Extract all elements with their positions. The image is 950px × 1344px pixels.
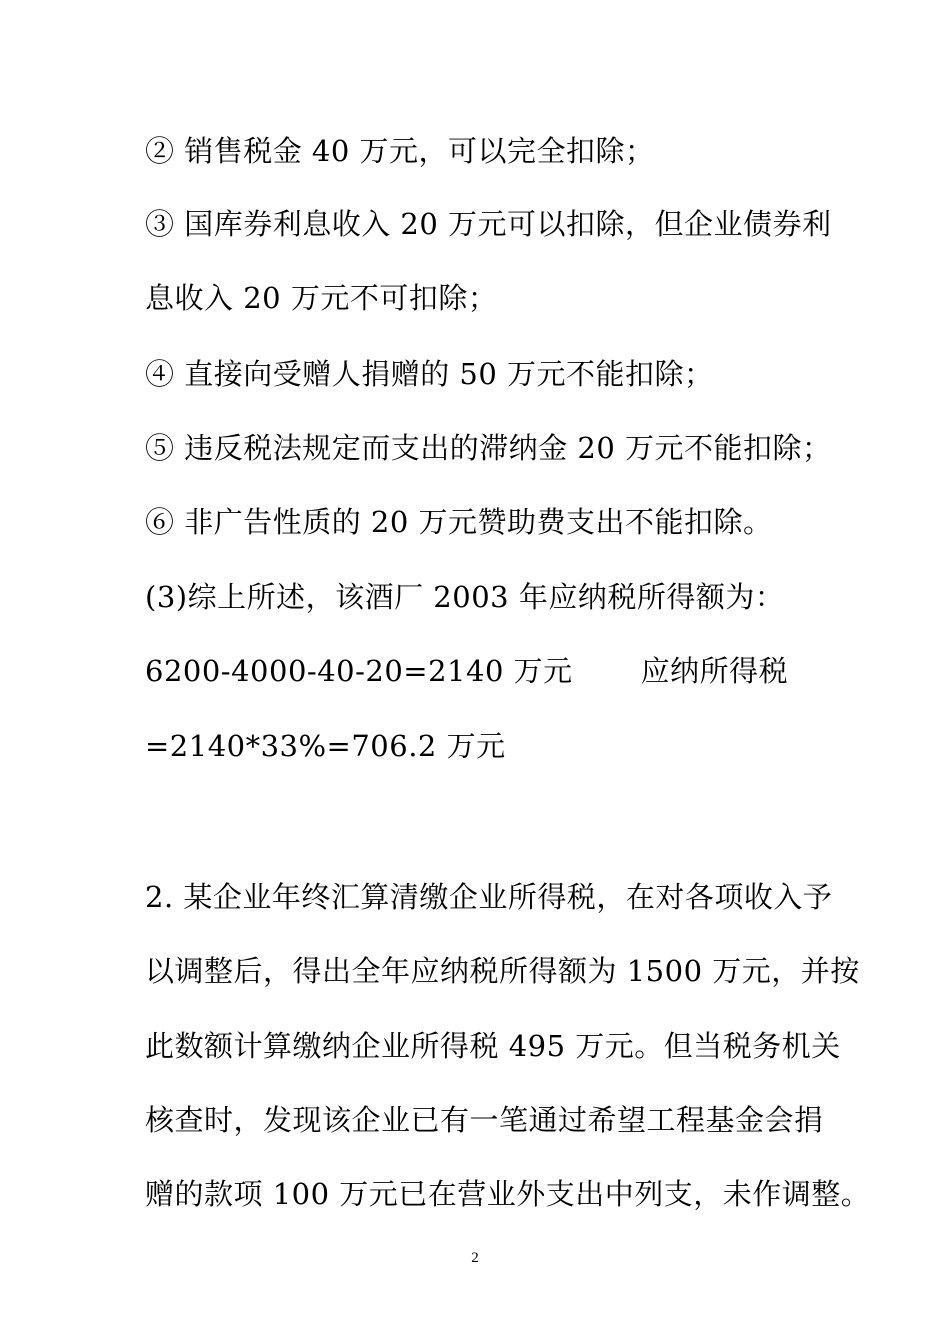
text-line: ⑥ 非广告性质的 20 万元赞助费支出不能扣除。 xyxy=(145,505,773,539)
page-number: 2 xyxy=(471,1250,479,1266)
text-line: 赠的款项 100 万元已在营业外支出中列支，未作调整。 xyxy=(145,1177,871,1211)
formula-line: =2140*33%=706.2 万元 xyxy=(145,729,506,763)
text-line: 此数额计算缴纳企业所得税 495 万元。但当税务机关 xyxy=(145,1029,841,1063)
text-line: (3)综上所述，该酒厂 2003 年应纳税所得额为： xyxy=(145,580,785,614)
text-line: ③ 国库券利息收入 20 万元可以扣除，但企业债券利 xyxy=(145,207,832,241)
text-line: 核查时，发现该企业已有一笔通过希望工程基金会捐 xyxy=(145,1103,824,1137)
text-line: 2. 某企业年终汇算清缴企业所得税，在对各项收入予 xyxy=(145,880,833,914)
formula-line: 6200-4000-40-20=2140 万元 应纳所得税 xyxy=(145,654,789,688)
text-line: ④ 直接向受赠人捐赠的 50 万元不能扣除； xyxy=(145,357,714,391)
text-line: ② 销售税金 40 万元，可以完全扣除； xyxy=(145,134,655,168)
text-line: 以调整后，得出全年应纳税所得额为 1500 万元，并按 xyxy=(145,954,860,988)
text-line: 息收入 20 万元不可扣除； xyxy=(145,281,498,315)
text-line: ⑤ 违反税法规定而支出的滞纳金 20 万元不能扣除； xyxy=(145,431,832,465)
